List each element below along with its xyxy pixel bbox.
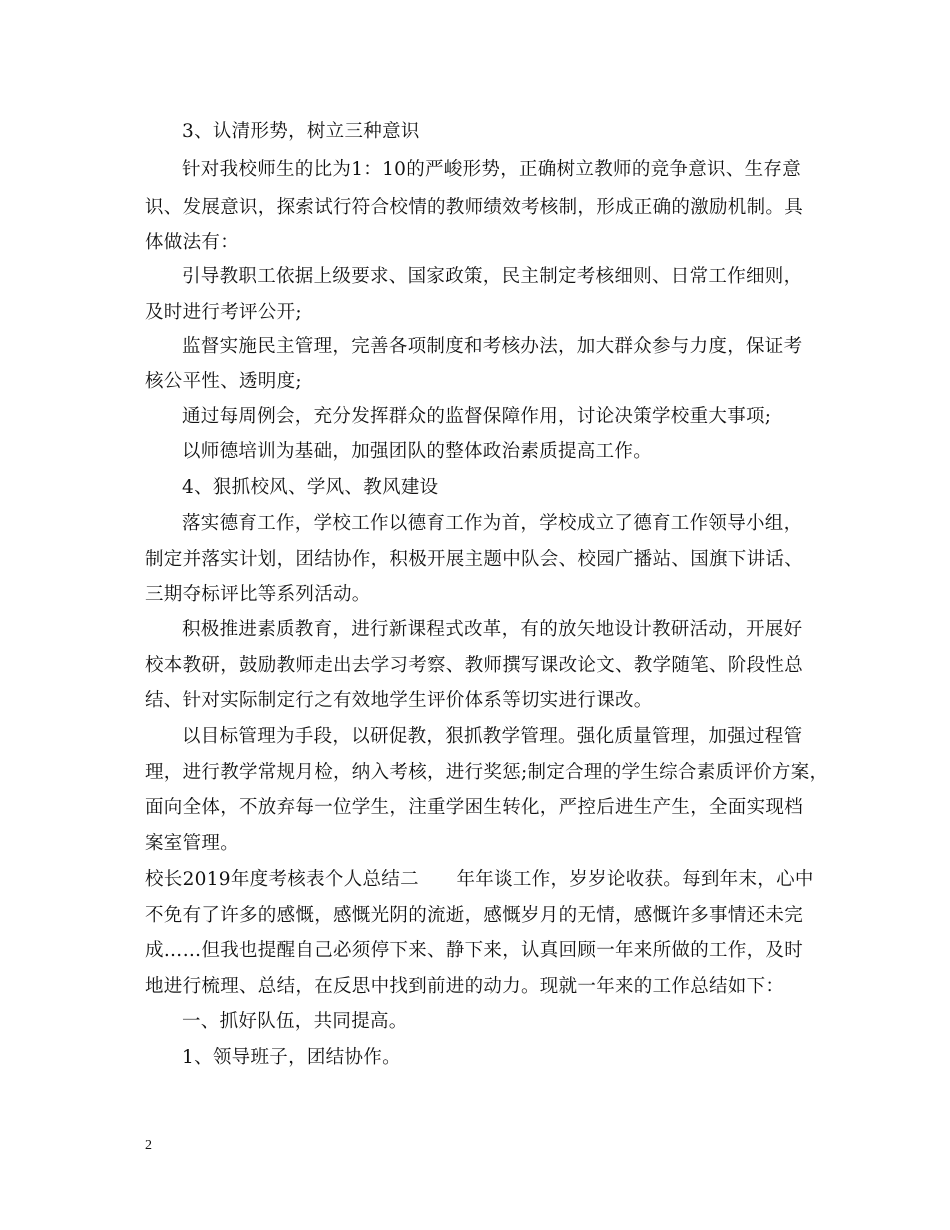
paragraph-line: 成……但我也提醒自己必须停下来、静下来，认真回顾一年来所做的工作，及时 <box>145 940 804 961</box>
section-heading: 1、领导班子，团结协作。 <box>182 1047 401 1068</box>
paragraph-line: 校本教研，鼓励教师走出去学习考察、教师撰写课改论文、教学随笔、阶段性总 <box>145 655 804 676</box>
page-number: 2 <box>145 1138 152 1153</box>
paragraph-line: 结、针对实际制定行之有效地学生评价体系等切实进行课改。 <box>145 690 653 711</box>
section-heading: 3、认清形势，树立三种意识 <box>182 121 420 142</box>
paragraph-line: 积极推进素质教育，进行新课程式改革，有的放矢地设计教研活动，开展好 <box>182 619 803 640</box>
paragraph-line: 及时进行考评公开; <box>145 302 302 323</box>
section-heading: 4、狠抓校风、学风、教风建设 <box>182 477 439 498</box>
paragraph-line: 以目标管理为手段，以研促教，狠抓教学管理。强化质量管理，加强过程管 <box>182 726 803 747</box>
paragraph-line: 三期夺标评比等系列活动。 <box>145 584 371 605</box>
paragraph-line: 通过每周例会，充分发挥群众的监督保障作用，讨论决策学校重大事项; <box>182 406 772 427</box>
paragraph-line: 识、发展意识，探索试行符合校情的教师绩效考核制，形成正确的激励机制。具 <box>145 197 804 218</box>
paragraph-line: 案室管理。 <box>145 833 240 854</box>
paragraph-line: 核公平性、透明度; <box>145 371 302 392</box>
paragraph-line: 地进行梳理、总结，在反思中找到前进的动力。现就一年来的工作总结如下： <box>145 976 785 997</box>
paragraph-line: 校长2019年度考核表个人总结二 年年谈工作，岁岁论收获。每到年末，心中 <box>145 869 814 890</box>
paragraph-line: 落实德育工作，学校工作以德育工作为首，学校成立了德育工作领导小组， <box>182 513 803 534</box>
paragraph-line: 面向全体，不放弃每一位学生，注重学困生转化，严控后进生产生，全面实现档 <box>145 797 804 818</box>
section-heading: 一、抓好队伍，共同提高。 <box>182 1011 408 1032</box>
paragraph-line: 引导教职工依据上级要求、国家政策，民主制定考核细则、日常工作细则， <box>182 266 803 287</box>
paragraph-line: 理，进行教学常规月检，纳入考核，进行奖惩;制定合理的学生综合素质评价方案， <box>145 762 829 783</box>
paragraph-line: 不免有了许多的感慨，感慨光阴的流逝，感慨岁月的无情，感慨许多事情还未完 <box>145 905 804 926</box>
paragraph-line: 制定并落实计划，团结协作，积极开展主题中队会、校园广播站、国旗下讲话、 <box>145 549 804 570</box>
paragraph-line: 以师德培训为基础，加强团队的整体政治素质提高工作。 <box>182 441 653 462</box>
paragraph-line: 针对我校师生的比为1：10的严峻形势，正确树立教师的竞争意识、生存意 <box>182 159 802 180</box>
paragraph-line: 体做法有： <box>145 232 240 253</box>
paragraph-line: 监督实施民主管理，完善各项制度和考核办法，加大群众参与力度，保证考 <box>182 336 803 357</box>
